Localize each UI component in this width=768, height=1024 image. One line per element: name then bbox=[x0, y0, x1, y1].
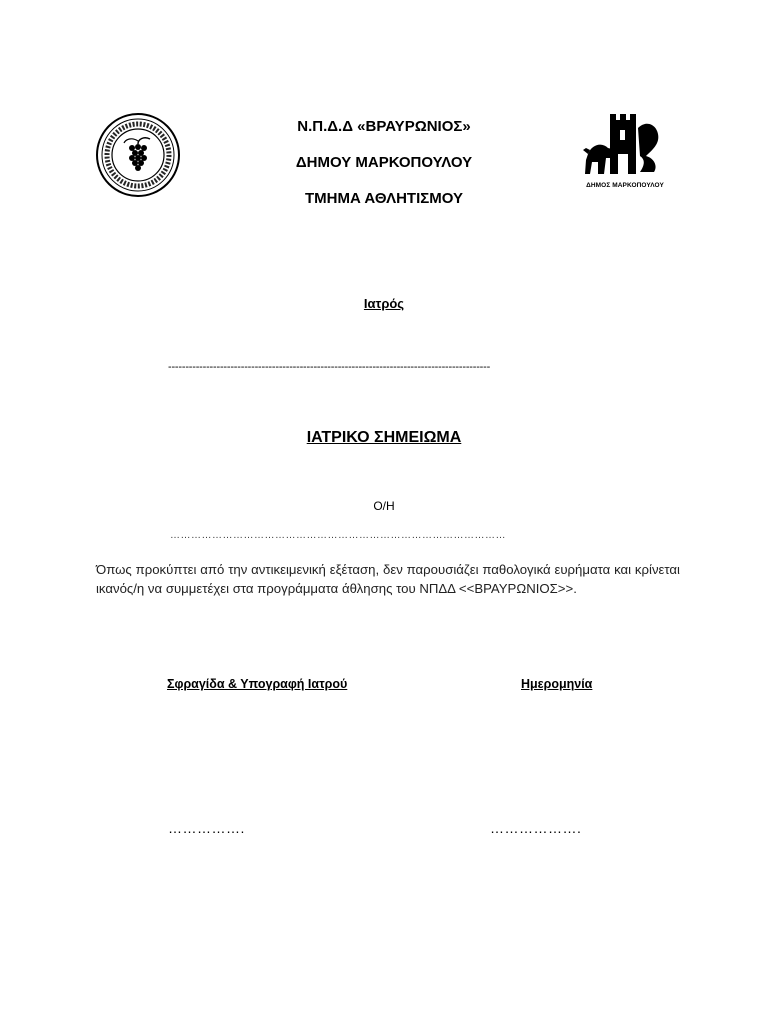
patient-name-line: …………………………………………………………………………………… bbox=[170, 530, 506, 541]
patient-label: Ο/Η bbox=[373, 499, 395, 513]
signature-label: Σφραγίδα & Υπογραφή Ιατρού bbox=[167, 677, 348, 691]
date-line: ………………. bbox=[490, 820, 582, 836]
signature-line: ……………. bbox=[168, 820, 245, 836]
logo-caption: ΔΗΜΟΣ ΜΑΡΚΟΠΟΥΛΟΥ bbox=[586, 182, 664, 189]
municipality-logo bbox=[580, 110, 670, 194]
doctor-label: Ιατρός bbox=[363, 296, 405, 311]
tower-horse-icon bbox=[580, 110, 670, 182]
certificate-body-text: Όπως προκύπτει από την αντικειμενική εξέταση, δεν παρουσιάζει παθολογικά ευρήματα και κρίνεται ικανός/η να συμμετέχει στα προγράμματα άθλησης του ΝΠΔΔ <<ΒΡΑΥΡΩΝΙΟΣ>>. bbox=[96, 562, 680, 596]
date-label: Ημερομηνία bbox=[521, 677, 593, 691]
doctor-name-line: --------------------------------------------------------------------------------------------- bbox=[168, 361, 491, 373]
header-department: ΤΜΗΜΑ ΑΘΛΗΤΙΣΜΟΥ bbox=[304, 190, 464, 207]
header-municipality: ΔΗΜΟΥ ΜΑΡΚΟΠΟΥΛΟΥ bbox=[295, 154, 473, 171]
document-title: ΙΑΤΡΙΚΟ ΣΗΜΕΙΩΜΑ bbox=[306, 429, 462, 446]
header-org-name: Ν.Π.Δ.Δ «ΒΡΑΥΡΩΝΙΟΣ» bbox=[297, 118, 471, 135]
